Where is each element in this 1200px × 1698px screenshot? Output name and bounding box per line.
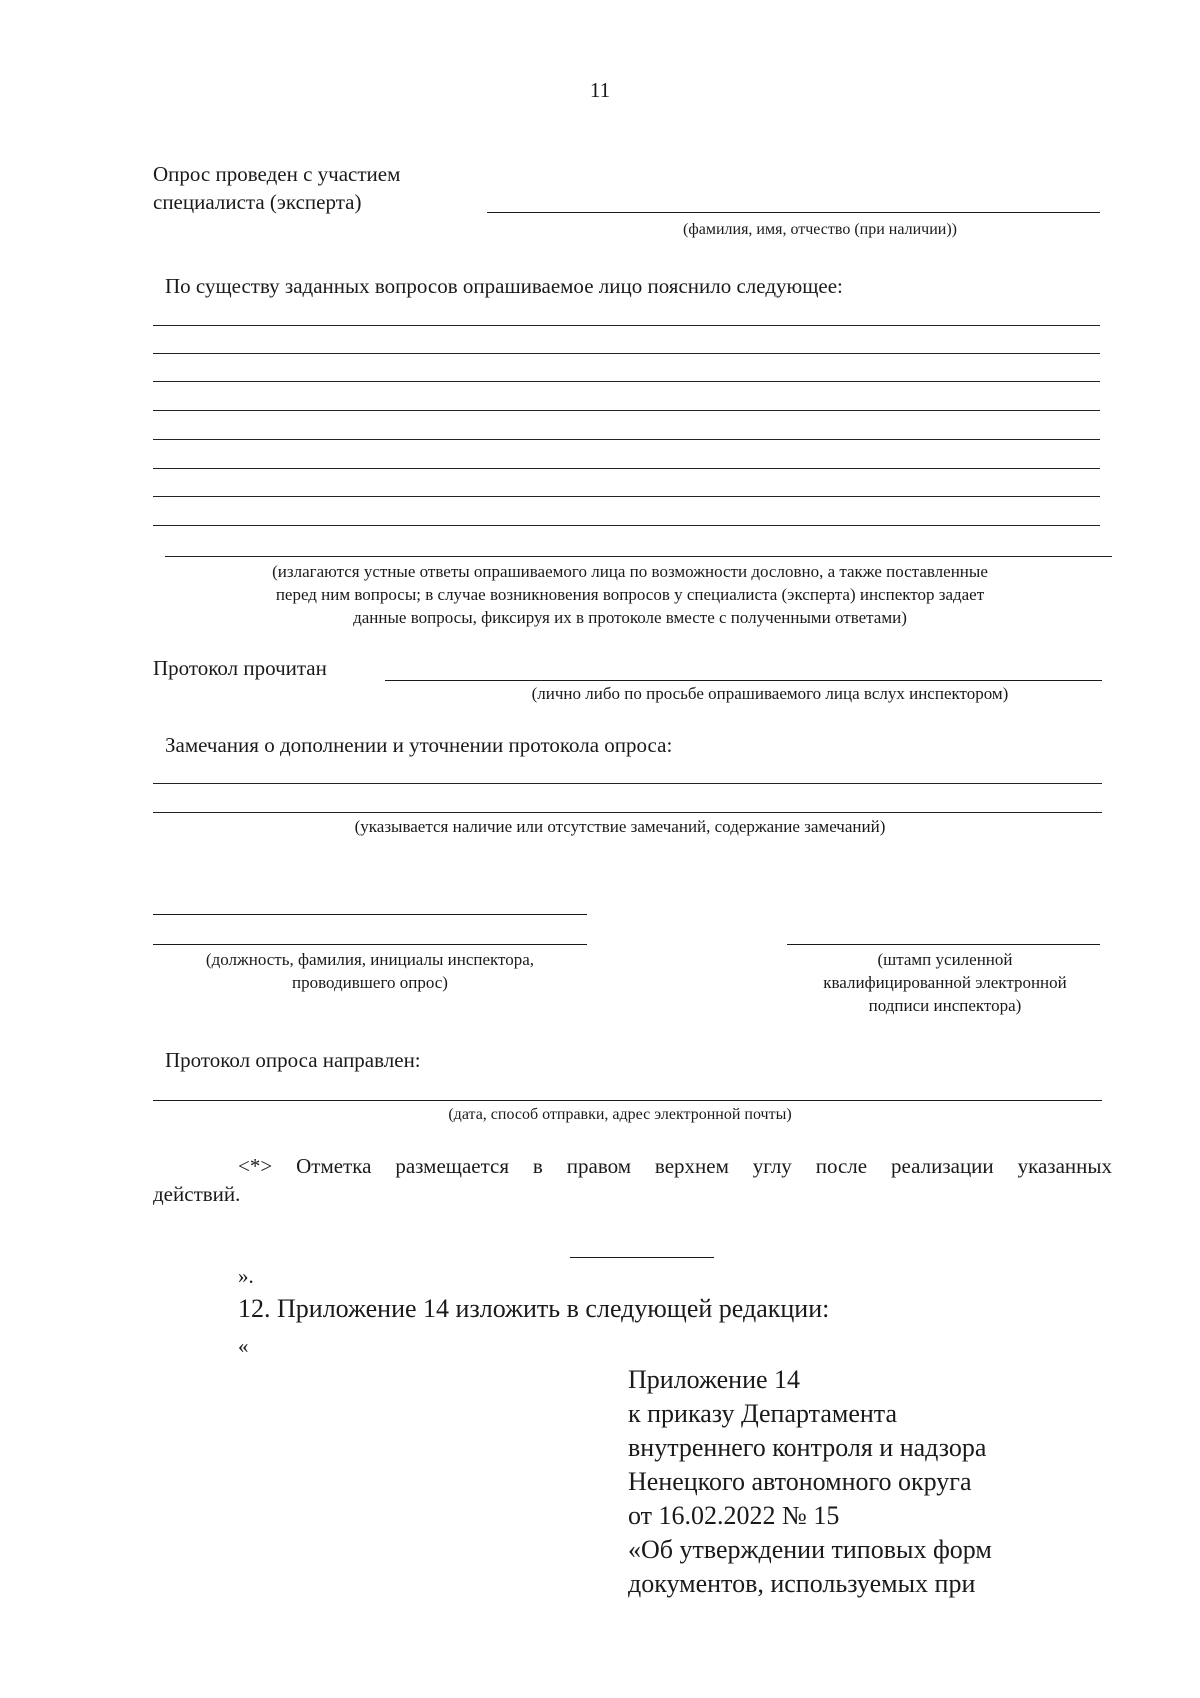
- amendment-item: 12. Приложение 14 изложить в следующей редакции:: [238, 1294, 830, 1323]
- stamp-caption-line1: (штамп усиленной: [877, 950, 1013, 969]
- remarks-caption: (указывается наличие или отсутствие замечаний, содержание замечаний): [354, 817, 886, 836]
- stamp-line: [787, 944, 1100, 945]
- appendix-header: [628, 1363, 1098, 1601]
- separator-line: [570, 1257, 714, 1258]
- answer-line: [153, 496, 1100, 497]
- answer-line: [153, 525, 1100, 526]
- expert-name-line: [487, 212, 1100, 213]
- sent-line: [153, 1100, 1102, 1101]
- expert-label-line2: специалиста (эксперта): [153, 190, 362, 214]
- closing-quote: ».: [238, 1264, 254, 1288]
- page-number: 11: [589, 78, 611, 102]
- remarks-line: [153, 783, 1102, 784]
- opening-quote: «: [238, 1334, 249, 1358]
- inspector-line-2: [153, 944, 587, 945]
- remarks-line: [153, 812, 1102, 813]
- appendix-line: к приказу Департамента: [628, 1399, 898, 1428]
- appendix-line: от 16.02.2022 № 15: [628, 1501, 840, 1530]
- sent-label: Протокол опроса направлен:: [165, 1048, 421, 1072]
- answer-line: [153, 381, 1100, 382]
- answer-line: [153, 325, 1100, 326]
- footnote-line1: <*> Отметка размещается в правом верхнем углу после реализации указанных: [238, 1154, 1112, 1178]
- answer-line: [153, 353, 1100, 354]
- stamp-caption-line2: квалифицированной электронной: [823, 973, 1067, 992]
- answers-caption-line2: перед ним вопросы; в случае возникновения вопросов у специалиста (эксперта) инспектор задает: [275, 585, 985, 604]
- expert-label-line1: Опрос проведен с участием: [153, 162, 401, 186]
- answers-caption-line1: (излагаются устные ответы опрашиваемого лица по возможности дословно, а также поставленные: [272, 562, 988, 581]
- answer-line: [153, 410, 1100, 411]
- read-line: [385, 680, 1102, 681]
- inspector-caption-line1: (должность, фамилия, инициалы инспектора,: [205, 950, 535, 969]
- inspector-caption-line2: проводившего опрос): [292, 973, 448, 992]
- read-label: Протокол прочитан: [153, 656, 327, 680]
- appendix-line: документов, используемых при: [628, 1569, 976, 1598]
- answers-heading: По существу заданных вопросов опрашиваемое лицо пояснило следующее:: [165, 274, 843, 298]
- sent-caption: (дата, способ отправки, адрес электронной почты): [448, 1106, 792, 1123]
- inspector-line-1: [153, 914, 587, 915]
- answer-line: [153, 468, 1100, 469]
- appendix-line: «Об утверждении типовых форм: [628, 1535, 992, 1564]
- answer-line: [165, 556, 1112, 557]
- read-caption: (лично либо по просьбе опрашиваемого лица вслух инспектором): [531, 684, 1009, 703]
- expert-caption: (фамилия, имя, отчество (при наличии)): [683, 221, 957, 238]
- footnote-line2: действий.: [153, 1182, 241, 1206]
- appendix-line: Приложение 14: [628, 1365, 801, 1394]
- stamp-caption-line3: подписи инспектора): [868, 996, 1022, 1015]
- appendix-line: Ненецкого автономного округа: [628, 1467, 972, 1496]
- appendix-line: внутреннего контроля и надзора: [628, 1433, 987, 1462]
- answers-caption-line3: данные вопросы, фиксируя их в протоколе вместе с полученными ответами): [353, 608, 907, 627]
- answer-line: [153, 439, 1100, 440]
- remarks-heading: Замечания о дополнении и уточнении протокола опроса:: [165, 733, 673, 757]
